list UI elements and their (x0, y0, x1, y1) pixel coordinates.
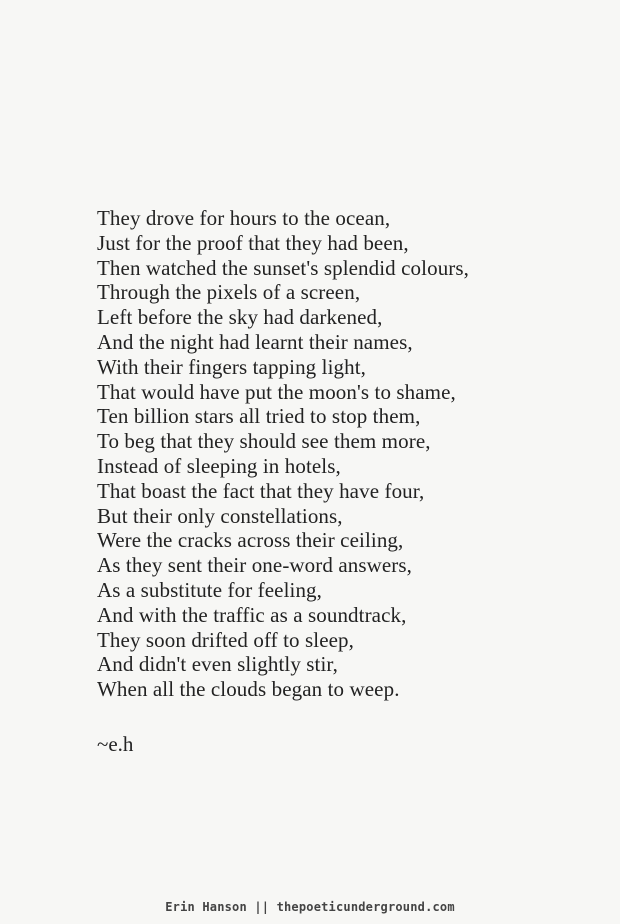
poem-line: Left before the sky had darkened, (97, 305, 383, 330)
poem-line: And didn't even slightly stir, (97, 652, 339, 677)
poem-line: With their fingers tapping light, (97, 354, 366, 379)
poem-line: That would have put the moon's to shame, (97, 379, 456, 404)
poem-line: As a substitute for feeling, (97, 577, 323, 602)
poem-signature: ~e.h (97, 732, 134, 756)
poem-line: When all the clouds began to weep. (97, 677, 400, 702)
poem-line: That boast the fact that they have four, (97, 478, 425, 503)
poem-line: Through the pixels of a screen, (97, 280, 361, 305)
poem-line: And with the traffic as a soundtrack, (97, 602, 407, 627)
poem-body (97, 206, 607, 702)
footer-credit: Erin Hanson || thepoeticunderground.com (165, 900, 455, 914)
poem-line: Just for the proof that they had been, (97, 230, 409, 255)
poem-line: Were the cracks across their ceiling, (97, 528, 404, 553)
poem-line: Ten billion stars all tried to stop them, (97, 404, 421, 429)
poem-line: They drove for hours to the ocean, (97, 206, 391, 230)
poem-line: To beg that they should see them more, (97, 429, 431, 454)
poem-line: Instead of sleeping in hotels, (97, 453, 341, 478)
poem-line: Then watched the sunset's splendid colours, (97, 255, 470, 280)
poem-line: But their only constellations, (97, 503, 343, 528)
poem-line: They soon drifted off to sleep, (97, 627, 354, 652)
poem-line: And the night had learnt their names, (97, 329, 413, 354)
poem-line: As they sent their one-word answers, (97, 553, 413, 578)
